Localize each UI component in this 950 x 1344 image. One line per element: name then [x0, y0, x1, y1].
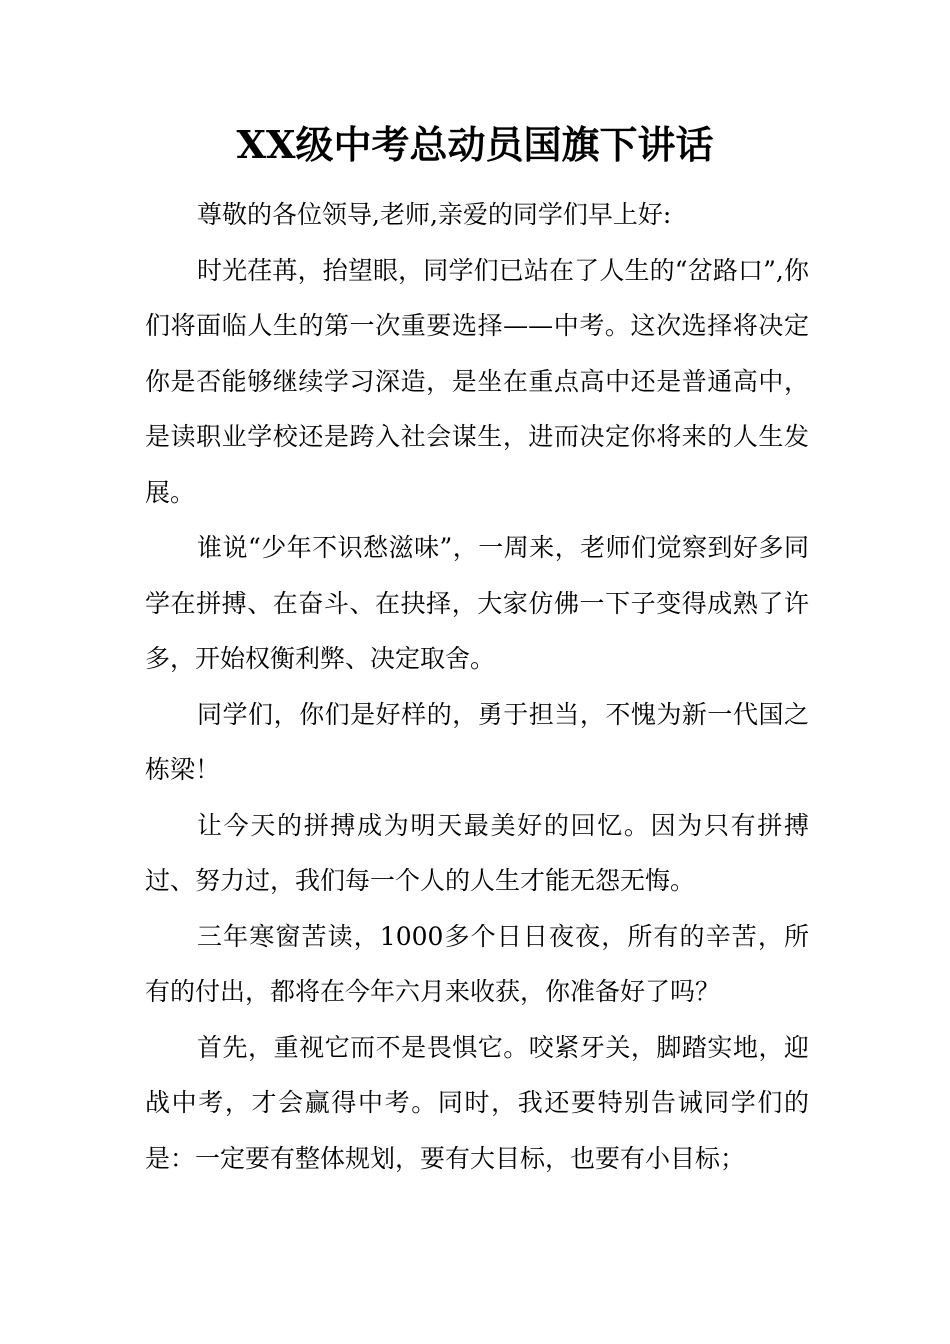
paragraph-5: 三年寒窗苦读，1000多个日日夜夜，所有的辛苦，所有的付出，都将在今年六月来收获，你准备好了吗？	[145, 921, 809, 1006]
document-body	[145, 187, 809, 1186]
paragraph-2: 谁说“少年不识愁滋味”，一周来，老师们觉察到好多同学在拼搏、在奋斗、在抉择，大家仿佛一下子变得成熟了许多，开始权衡利弊、决定取舍。	[145, 533, 809, 673]
paragraph-4: 让今天的拼搏成为明天最美好的回忆。因为只有拼搏过、努力过，我们每一个人的人生才能无怨无悔。	[145, 810, 809, 895]
document-title: XX级中考总动员国旗下讲话	[236, 122, 714, 167]
paragraph-1: 时光荏苒，抬望眼，同学们已站在了人生的“岔路口”,你们将面临人生的第一次重要选择——中考。这次选择将决定你是否能够继续学习深造，是坐在重点高中还是普通高中，是读职业学校还是跨入社会谋生，进而决定你将来的人生发展。	[145, 255, 809, 507]
paragraph-greeting: 尊敬的各位领导,老师,亲爱的同学们早上好:	[197, 200, 672, 229]
paragraph-6: 首先，重视它而不是畏惧它。咬紧牙关，脚踏实地，迎战中考，才会赢得中考。同时，我还要特别告诫同学们的是：一定要有整体规划，要有大目标，也要有小目标；	[145, 1032, 809, 1173]
paragraph-3: 同学们，你们是好样的，勇于担当，不愧为新一代国之栋梁！	[145, 699, 809, 784]
